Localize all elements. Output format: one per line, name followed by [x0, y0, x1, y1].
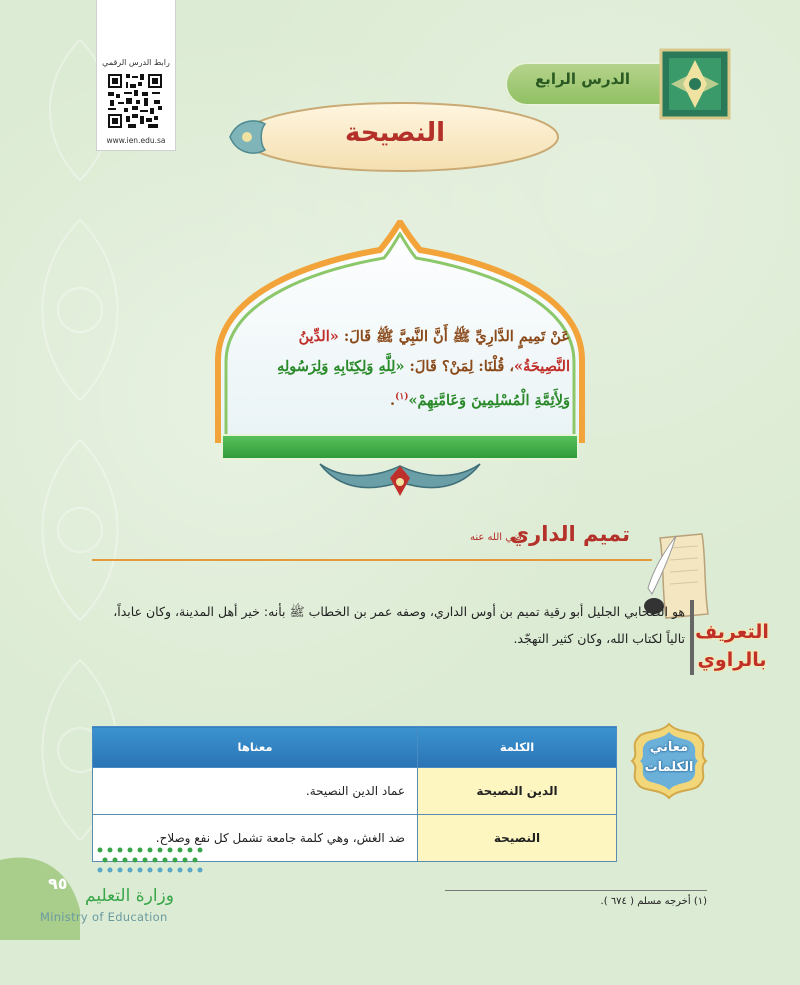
meanings-label: [632, 738, 706, 778]
narrator-description: هو الصحابي الجليل أبو رقية تميم بن أوس الداري، وصفه عمر بن الخطاب ﷺ بأنه: خير أهل المدينة، وكان عابداً، تالياً لكتاب الله، وكان كثير التهجّد.: [113, 604, 685, 646]
header-meaning: معناها: [93, 727, 418, 768]
meaning-cell: ضد الغش، وهي كلمة جامعة تشمل كل نفع وصلاح.: [93, 815, 418, 862]
narrator-label-line2: بالراوي: [697, 649, 767, 671]
meanings-label-line1: معاني: [649, 740, 689, 755]
hadith-footnote-ref[interactable]: (١): [395, 392, 409, 402]
qr-card[interactable]: [96, 0, 176, 151]
footnote: (١) أخرجه مسلم ( ٦٧٤ ).: [600, 896, 707, 907]
narrator-label-line1: التعريف: [695, 621, 769, 643]
meanings-label-line2: الكلمات: [644, 760, 694, 775]
hadith-quote-2: «لِلَّهِ وَلِكِتَابِهِ وَلِرَسُولِهِ وَلِأَئِمَّةِ الْمُسْلِمِينَ وَعَامَّتِهِمْ»: [277, 358, 570, 409]
header-word: الكلمة: [418, 727, 617, 768]
section-divider: [92, 559, 652, 561]
ministry-name-ar: وزارة التعليم: [85, 886, 174, 906]
lesson-tag: الدرس الرابع: [534, 70, 631, 88]
qr-code-icon[interactable]: [106, 72, 164, 130]
narrator-label: [692, 618, 772, 674]
qr-url[interactable]: www.ien.edu.sa: [106, 136, 166, 145]
meaning-cell: عماد الدين النصيحة.: [93, 768, 418, 815]
hadith-quote-1: «الدِّينُ النَّصِيحَةُ»: [298, 328, 570, 375]
hadith-end: .: [390, 391, 396, 409]
qr-label: رابط الدرس الرقمي: [102, 58, 170, 67]
table-header-row: [93, 727, 617, 768]
ministry-name-en: Ministry of Education: [40, 910, 168, 924]
hadith-intro: عَنْ تَمِيمٍ الدَّارِيِّ ﷺ أَنَّ النَّبِيَّ ﷺ قَالَ:: [338, 328, 570, 345]
word-cell: الدين النصيحة: [418, 768, 617, 815]
narrator-name-heading: تميم الداري: [509, 522, 630, 546]
hadith-text: [250, 322, 570, 416]
lesson-title: النصيحة: [344, 118, 446, 148]
footnote-divider: [445, 890, 707, 891]
corner-ornament-icon: [655, 44, 735, 124]
hadith-question: ، قُلْنَا: لِمَنْ؟ قَالَ:: [404, 358, 515, 375]
word-cell: النصيحة: [418, 815, 617, 862]
table-row: [93, 768, 617, 815]
narrator-honorific: رضي الله عنه: [470, 532, 527, 543]
page-number: ٩٥: [48, 874, 68, 893]
